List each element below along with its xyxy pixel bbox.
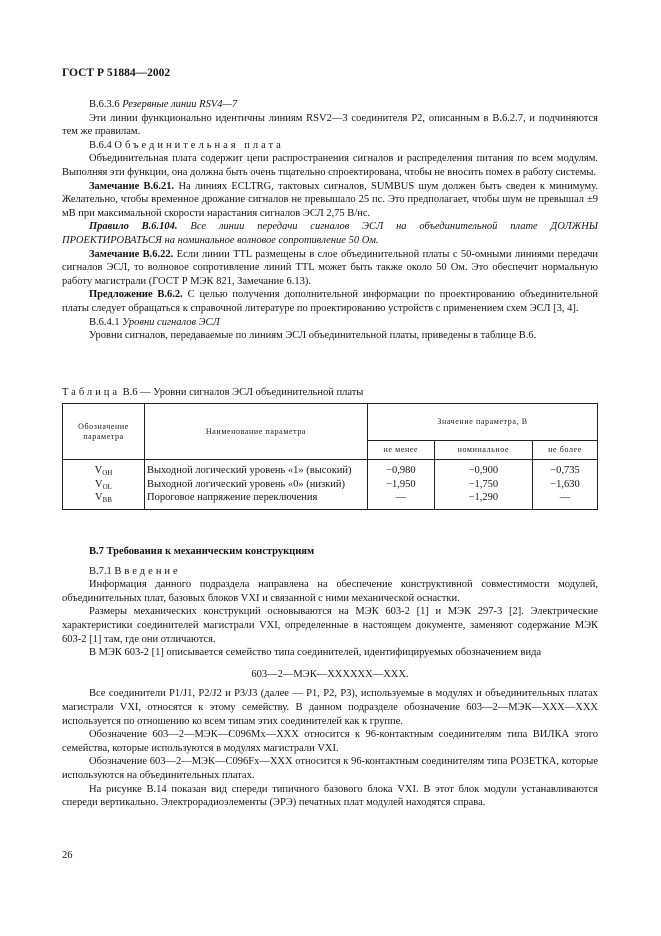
proposal-label: Предложение В.6.2. xyxy=(89,289,183,301)
table-caption xyxy=(62,386,363,400)
section-b7 xyxy=(62,545,598,810)
table-caption-text: В.6 — Уровни сигналов ЭСЛ объединительной платы xyxy=(122,387,364,398)
symbol: V xyxy=(94,465,103,476)
header-nom: номинальное xyxy=(434,441,532,460)
section-heading xyxy=(62,98,598,112)
section-heading xyxy=(62,316,598,330)
paragraph: В МЭК 603-2 [1] описывается семейство типа соединителей, идентифицируемых обозначением вида xyxy=(89,647,542,659)
symbol: V xyxy=(95,478,103,490)
value-nom: −1,750 xyxy=(468,478,499,490)
rule-paragraph xyxy=(62,220,598,247)
param-name: Пороговое напряжение переключения xyxy=(147,492,318,504)
note-label: Замечание В.6.22. xyxy=(89,248,174,260)
note-label: Замечание В.6.21. xyxy=(89,180,175,192)
note-paragraph xyxy=(62,180,598,221)
signal-levels-table xyxy=(62,403,598,510)
max-cell xyxy=(533,460,598,510)
designation-cell xyxy=(63,460,145,510)
table-caption-word: Таблица xyxy=(62,387,121,398)
symbol-subscript: BB xyxy=(102,496,112,505)
section-heading xyxy=(62,565,598,579)
section-number: В.6.3.6 xyxy=(89,99,120,110)
value-max: — xyxy=(559,492,571,504)
header-value: Значение параметра, В xyxy=(368,404,598,441)
table-row xyxy=(63,464,144,478)
section-number: В.6.4.1 xyxy=(89,316,120,328)
value-nom: −0,900 xyxy=(468,465,499,476)
rule-text: Все линии передачи сигналов ЭСЛ на объединительной плате ДОЛЖНЫ ПРОЕКТИРОВАТЬСЯ на номинальное волновое сопротивление 50 Ом. xyxy=(62,221,599,246)
paragraph: Информация данного подраздела направлена на обеспечение конструктивной совместимости модулей, объединительных плат, базовых блоков VXI и связанной с ними механической оснастки. xyxy=(62,579,598,604)
rule-label: Правило В.6.104. xyxy=(89,221,178,233)
paragraph: Уровни сигналов, передаваемые по линиям ЭСЛ объединительной платы, приведены в таблице В.6. xyxy=(89,330,537,342)
proposal-text: С целью получения дополнительной информации по проектированию объединительной платы следует обращаться к справочной литературе по проектированию устройств с применением схем ЭСЛ [3, 4]. xyxy=(62,289,598,314)
name-cell xyxy=(145,460,368,510)
section-title: Объединительная плата xyxy=(114,139,284,151)
note-text: Если линии TTL размещены в слое объединительной платы с 50-омными линиями передачи сигналов ЭСЛ, то волновое сопротивление линий TTL может быть также около 50 Ом. Это обеспечит нормальную работу магистрали (ГОСТ Р МЭК 821, Замечание 6.13). xyxy=(62,248,599,287)
value-min: −0,980 xyxy=(386,465,416,476)
nom-cell xyxy=(434,460,532,510)
paragraph: На рисунке В.14 показан вид спереди типичного базового блока VXI. В этот блок модули устанавливаются спереди вертикально. Электрорадиоэлементы (ЭРЭ) печатных плат модулей находятся справа. xyxy=(62,783,598,809)
section-title: Уровни сигналов ЭСЛ xyxy=(122,316,220,328)
note-paragraph xyxy=(62,248,598,289)
value-nom: −1,290 xyxy=(468,492,499,504)
value-min: −1,950 xyxy=(386,478,416,490)
symbol-subscript: OL xyxy=(102,482,112,491)
note-text: На линиях ECLTRG, тактовых сигналов, SUMBUS шум должен быть сведен к минимуму. Желательно, чтобы временное дрожание сигналов не превышало 25 пс. Это предполагает, чтобы шум не превышал ±9 мВ при максимальной скорости нарастания сигналов ЭСЛ 2,75 В/нс. xyxy=(62,180,598,219)
header-min: не менее xyxy=(368,441,435,460)
symbol: V xyxy=(95,492,103,504)
section-title: Резервные линии RSV4—7 xyxy=(122,99,238,110)
value-max: −1,630 xyxy=(550,478,580,490)
section-title: Введение xyxy=(114,565,181,577)
header-designation: Обозначение параметра xyxy=(63,404,145,460)
document-header: ГОСТ Р 51884—2002 xyxy=(62,67,171,79)
section-number: В.7.1 xyxy=(89,565,112,577)
paragraph: Обозначение 603—2—МЭК—С096Fх—XXX относится к 96-контактным соединителям типа РОЗЕТКА, которые используются на объединительных платах. xyxy=(62,756,598,781)
formula: 603—2—МЭК—XXXXXX—XXX. xyxy=(251,668,409,680)
paragraph: Объединительная плата содержит цепи распространения сигналов и распределения питания по всем модулям. Выполняя эти функции, она должна быть очень тщательно спроектирована, чтобы не вносить помех в работу системы. xyxy=(62,153,598,178)
value-min: — xyxy=(395,492,407,504)
param-name: Выходной логический уровень «1» (высокий) xyxy=(147,465,352,476)
paragraph: Все соединители Р1/J1, Р2/J2 и Р3/J3 (далее — Р1, Р2, Р3), используемые в модулях и объединительных платах магистрали VXI, относятся к этому семейству. В данном подразделе обозначение 603—2—МЭК—XXX—XXX используется по отношению ко всем типам этих соединителей как к группе. xyxy=(62,688,598,727)
proposal-paragraph xyxy=(62,288,598,315)
section-b636 xyxy=(62,98,598,343)
section-number: В.6.4 xyxy=(89,139,112,151)
table-row xyxy=(63,491,144,505)
paragraph: Обозначение 603—2—МЭК—С096Мх—XXX относится к 96-контактным соединителям типа ВИЛКА этого семейства, которые используются в модулях магистрали VXI. xyxy=(62,729,598,754)
section-heading xyxy=(62,139,598,153)
paragraph: Размеры механических конструкций основываются на МЭК 603-2 [1] и МЭК 297-3 [2]. Электрические характеристики соединителей магистрали VXI, определенные в настоящем документе, заменяют содержание МЭК 603-2 [1] там, где они отличаются. xyxy=(62,606,598,645)
value-max: −0,735 xyxy=(550,465,580,476)
header-max: не более xyxy=(533,441,598,460)
header-name: Наименование параметра xyxy=(145,404,368,460)
paragraph: Эти линии функционально идентичны линиям RSV2—3 соединителя Р2, описанным в В.6.2.7, и подчиняются тем же правилам. xyxy=(62,112,598,138)
symbol-subscript: OH xyxy=(102,469,113,477)
table-row xyxy=(63,478,144,492)
page-number: 26 xyxy=(62,850,73,861)
param-name: Выходной логический уровень «0» (низкий) xyxy=(147,478,345,490)
min-cell xyxy=(368,460,435,510)
section-heading: В.7 Требования к механическим конструкциям xyxy=(89,546,315,557)
